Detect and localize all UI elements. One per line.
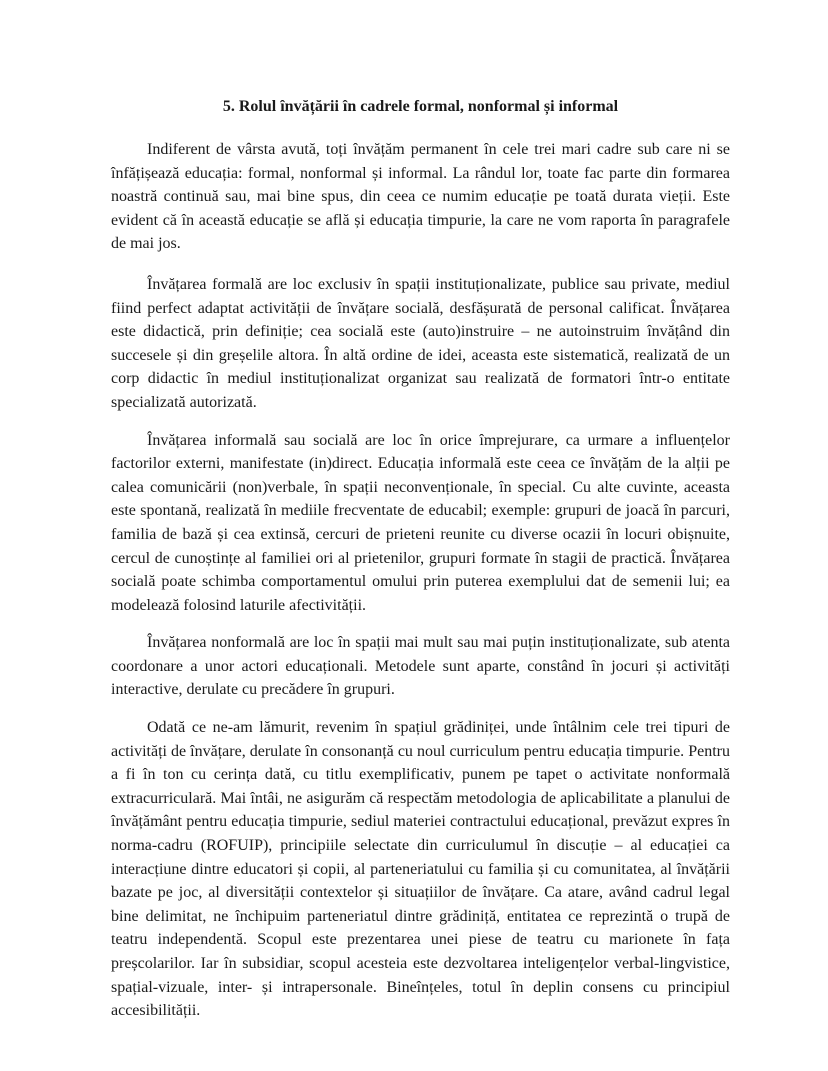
paragraph-intro: Indiferent de vârsta avută, toți învățăm permanent în cele trei mari cadre sub care ni se înfățișează educația: formal, nonformal și informal. La rândul lor, toate fac parte din formarea noastră continuă sau, mai bine spus, din ceea ce numim educație pe toată durata vieții. Este evident că în această educație se află și educația timpurie, la care ne vom raporta în paragrafele de mai jos. <box>111 141 730 253</box>
section-title: 5. Rolul învățării în cadrele formal, nonformal și informal <box>222 98 619 115</box>
paragraph-nonformal-learning: Învățarea nonformală are loc în spații mai mult sau mai puțin instituționalizate, sub atenta coordonare a unor actori educaționali. Metodele sunt aparte, constând în jocuri și activități interactive, derulate cu precădere în grupuri. <box>111 634 730 699</box>
paragraph-formal-learning: Învățarea formală are loc exclusiv în spații instituționalizate, publice sau private, mediul fiind perfect adaptat activității de învățare socială, desfășurată de personal calificat. Învățarea este didactică, prin definiție; cea socială este (auto)instruire – ne autoinstruim învățând din succesele și din greșelile altora. În altă ordine de idei, aceasta este sistematică, realizată de un corp didactic în mediul instituționalizat organizat sau realizată de formatori într-o entitate specializată autorizată. <box>111 275 730 411</box>
document-page <box>111 96 730 1037</box>
paragraph-informal-learning: Învățarea informală sau socială are loc în orice împrejurare, ca urmare a influențelor factorilor externi, manifestate (in)direct. Educația informală este ceea ce învățăm de la alții pe calea comunicării (non)verbale, în spații neconvenționale, în special. Cu alte cuvinte, aceasta este spontană, realizată în mediile frecventate de educabil; exemple: grupuri de joacă în parcuri, familia de bază și cea extinsă, cercuri de prieteni reunite cu diverse ocazii în locuri obișnuite, cercul de cunoștințe al familiei ori al prietenilor, grupuri formate în stagii de practică. Învățarea socială poate schimba comportamentul omului prin puterea exemplului dat de semenii lui; ea modelează folosind laturile afectivității. <box>111 431 730 614</box>
paragraph-kindergarten-activity: Odată ce ne-am lămurit, revenim în spațiul grădiniței, unde întâlnim cele trei tipuri de activități de învățare, derulate în consonanță cu noul curriculum pentru educația timpurie. Pentru a fi în ton cu cerința dată, cu titlu exemplificativ, punem pe tapet o activitate nonformală extracurriculară. Mai întâi, ne asigurăm că respectăm metodologia de aplicabilitate a planului de învățământ pentru educația timpurie, sediul materiei contractului educațional, prevăzut expres în norma-cadru (ROFUIP), principiile selectate din curriculumul în discuție – al educației ca interacțiune dintre educatori și copii, al parteneriatului cu familia și cu comunitatea, al învățării bazate pe joc, al diversității contextelor și situațiilor de învățare. Ca atare, având cadrul legal bine delimitat, ne închipuim parteneriatul dintre grădiniță, entitatea ce reprezintă o trupă de teatru independentă. Scopul este prezentarea unei piese de teatru cu marionete în fața preșcolarilor. Iar în subsidiar, scopul acesteia este dezvoltarea inteligențelor verbal-lingvistice, spațial-vizuale, inter- și intrapersonale. Bineînțeles, totul în deplin consens cu principiul accesibilității. <box>111 719 730 1020</box>
